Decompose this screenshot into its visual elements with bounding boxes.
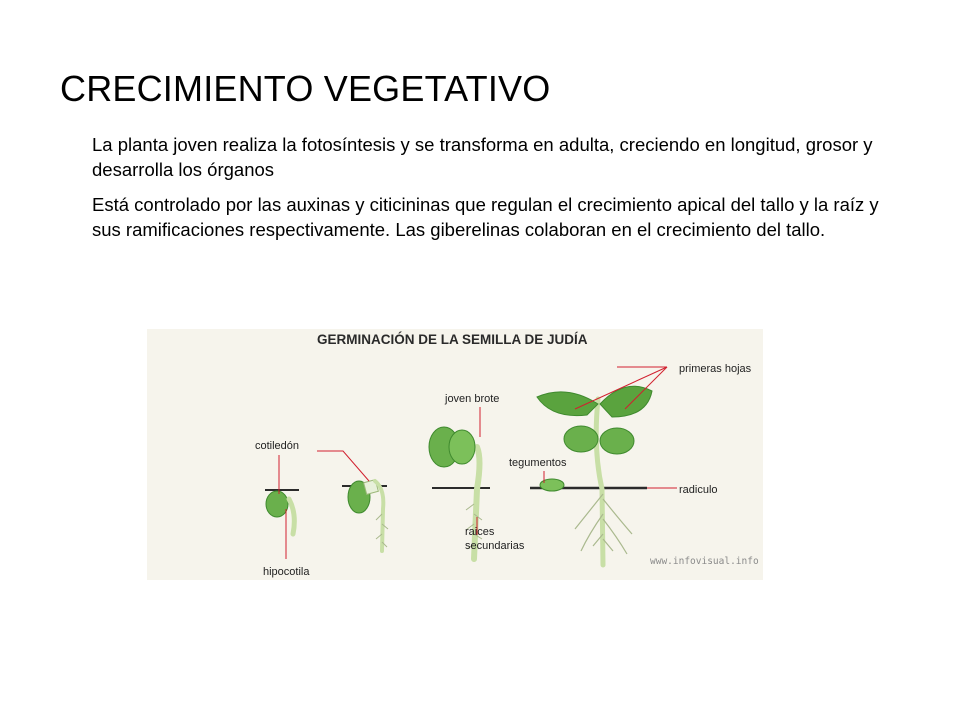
- label-hipocotila: hipocotila: [263, 566, 310, 578]
- paragraph-fotosintesis: La planta joven realiza la fotosíntesis y se transforma en adulta, creciendo en longitud, grosor y desarrolla los órganos: [92, 134, 873, 180]
- germination-figure: [147, 329, 763, 580]
- label-primeras-hojas: primeras hojas: [679, 363, 752, 375]
- seed-stage-1: [266, 491, 294, 534]
- slide-title: CRECIMIENTO VEGETATIVO: [60, 68, 551, 109]
- label-secundarias: secundarias: [465, 540, 525, 552]
- paragraph-hormonas: Está controlado por las auxinas y citicininas que regulan el crecimiento apical del tallo y la raíz y sus ramificaciones respectivamente. Las giberelinas colaboran en el crecimiento del tallo.: [92, 194, 879, 240]
- soil-lines: [265, 486, 647, 490]
- figure-title: GERMINACIÓN DE LA SEMILLA DE JUDÍA: [317, 332, 588, 347]
- label-raices: raices: [465, 526, 495, 538]
- seed-stage-4: [537, 386, 652, 565]
- label-tegumentos: tegumentos: [509, 457, 567, 469]
- watermark: www.infovisual.info: [650, 556, 759, 567]
- label-cotiledon: cotiledón: [255, 440, 300, 452]
- label-joven-brote: joven brote: [445, 393, 500, 405]
- germination-diagram: [147, 329, 763, 580]
- seed-stage-2: [348, 480, 388, 551]
- label-radiculo: radiculo: [679, 484, 718, 496]
- slide-body: [92, 132, 902, 252]
